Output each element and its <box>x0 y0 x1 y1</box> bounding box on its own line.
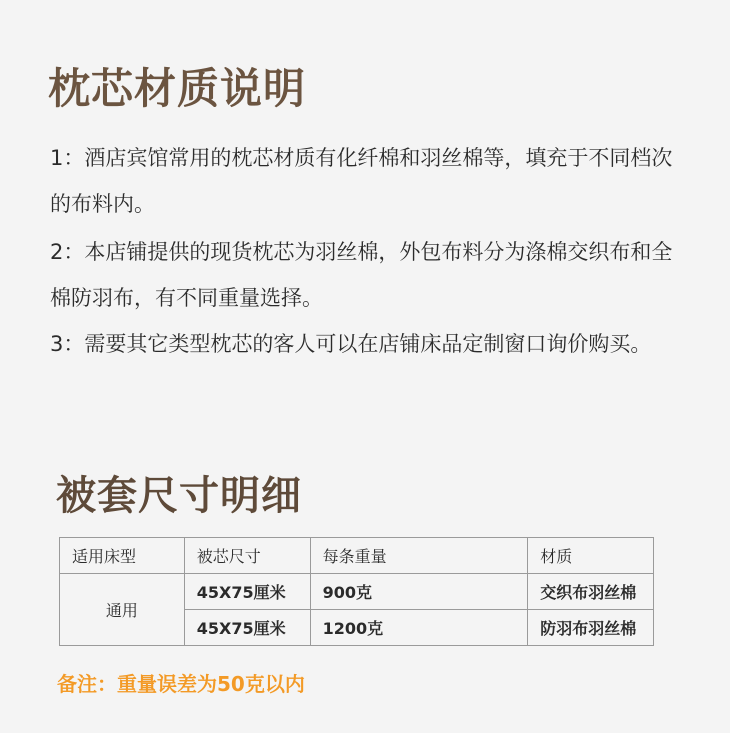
header-size: 被芯尺寸 <box>184 538 310 574</box>
material-paragraph-1: 1：酒店宾馆常用的枕芯材质有化纤棉和羽丝棉等，填充于不同档次的布料内。 <box>50 146 673 216</box>
material-cell: 交织布羽丝棉 <box>528 574 654 610</box>
header-weight: 每条重量 <box>310 538 528 574</box>
material-paragraph-2: 2：本店铺提供的现货枕芯为羽丝棉，外包布料分为涤棉交织布和全棉防羽布，有不同重量选择。 <box>50 240 673 310</box>
weight-cell: 1200克 <box>310 610 528 646</box>
pillow-material-title: 枕芯材质说明 <box>48 64 307 113</box>
size-cell: 45X75厘米 <box>184 610 310 646</box>
size-table <box>59 537 654 646</box>
weight-tolerance-note: 备注：重量误差为50克以内 <box>57 672 305 696</box>
size-details-title: 被套尺寸明细 <box>56 473 302 519</box>
table-row <box>60 574 654 610</box>
header-bed-type: 适用床型 <box>60 538 185 574</box>
bed-type-cell: 通用 <box>60 574 185 646</box>
size-cell: 45X75厘米 <box>184 574 310 610</box>
header-material: 材质 <box>528 538 654 574</box>
material-cell: 防羽布羽丝棉 <box>528 610 654 646</box>
material-paragraph-3: 3：需要其它类型枕芯的客人可以在店铺床品定制窗口询价购买。 <box>50 332 652 356</box>
table-header-row <box>60 538 654 574</box>
weight-cell: 900克 <box>310 574 528 610</box>
